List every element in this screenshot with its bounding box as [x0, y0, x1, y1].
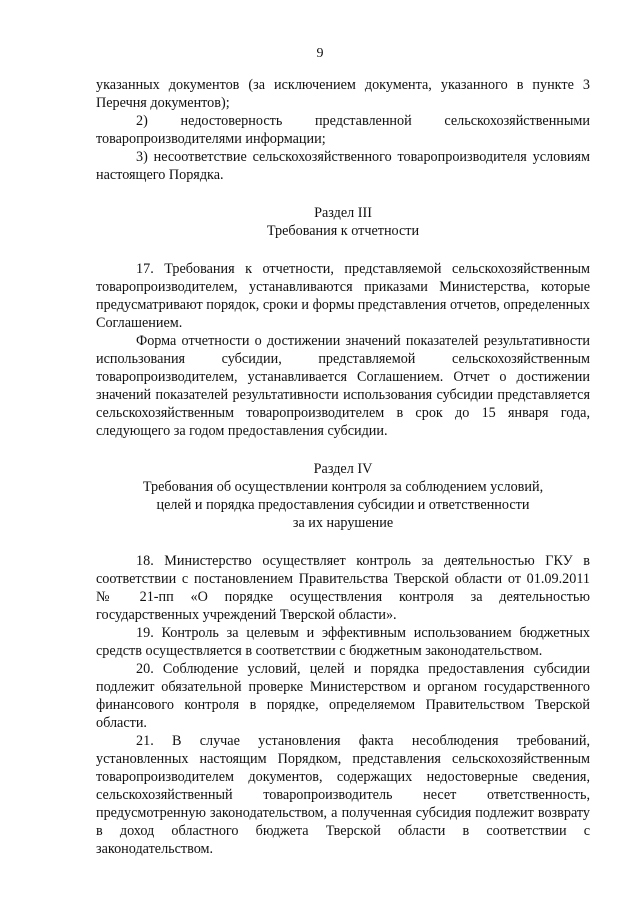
section-3-heading: Раздел III: [314, 205, 372, 221]
section-4-title-line-2: целей и порядка предоставления субсидии и ответственности: [156, 497, 530, 513]
section-4-title-line-1: Требования об осуществлении контроля за соблюдением условий,: [142, 479, 544, 495]
paragraph-17: 17. Требования к отчетности, представляемой сельскохозяйственным товаропроизводителем, устанавливаются приказами Министерства, которые предусматривают порядок, сроки и формы представления отчетов, определенных Соглашением.: [96, 261, 590, 331]
page-number: 9: [316, 46, 324, 61]
document-body: [96, 76, 590, 858]
paragraph-21: 21. В случае установления факта несоблюдения требований, установленных настоящим Порядком, представления сельскохозяйственным товаропроизводителем документов, содержащих недостоверные сведения, сельскохозяйственный товаропроизводитель несет ответственность, предусмотренную законодательством, а полученная субсидия подлежит возврату в доход областного бюджета Тверской области в соответствии с законодательством.: [96, 733, 590, 857]
paragraph-continuation: указанных документов (за исключением документа, указанного в пункте 3 Перечня документов);: [96, 77, 590, 111]
paragraph-19: 19. Контроль за целевым и эффективным использованием бюджетных средств осуществляется в соответствии с бюджетным законодательством.: [96, 625, 590, 659]
paragraph-20: 20. Соблюдение условий, целей и порядка предоставления субсидии подлежит обязательной проверке Министерством и органом государственного финансового контроля в порядке, определяемом Правительством Тверской области.: [96, 661, 590, 731]
section-4-heading: Раздел IV: [313, 461, 373, 477]
paragraph-17-report-form: Форма отчетности о достижении значений показателей результативности использования субсидии, представляемой сельскохозяйственным товаропроизводителем, устанавливается Соглашением. Отчет о достижении значений показателей результативности использования субсидии представляется сельскохозяйственным товаропроизводителем в срок до 15 января года, следующего за годом предоставления субсидии.: [96, 333, 590, 439]
paragraph-18: 18. Министерство осуществляет контроль за деятельностью ГКУ в соответствии с постановлением Правительства Тверской области от 01.09.2011 № 21-пп «О порядке осуществления контроля за деятельностью государственных учреждений Тверской области».: [96, 553, 590, 623]
list-item-2: 2) недостоверность представленной сельскохозяйственными товаропроизводителями информации;: [96, 113, 590, 147]
section-3-title: Требования к отчетности: [266, 223, 420, 239]
section-4-title-line-3: за их нарушение: [292, 515, 394, 531]
list-item-3: 3) несоответствие сельскохозяйственного товаропроизводителя условиям настоящего Порядка.: [96, 149, 590, 183]
